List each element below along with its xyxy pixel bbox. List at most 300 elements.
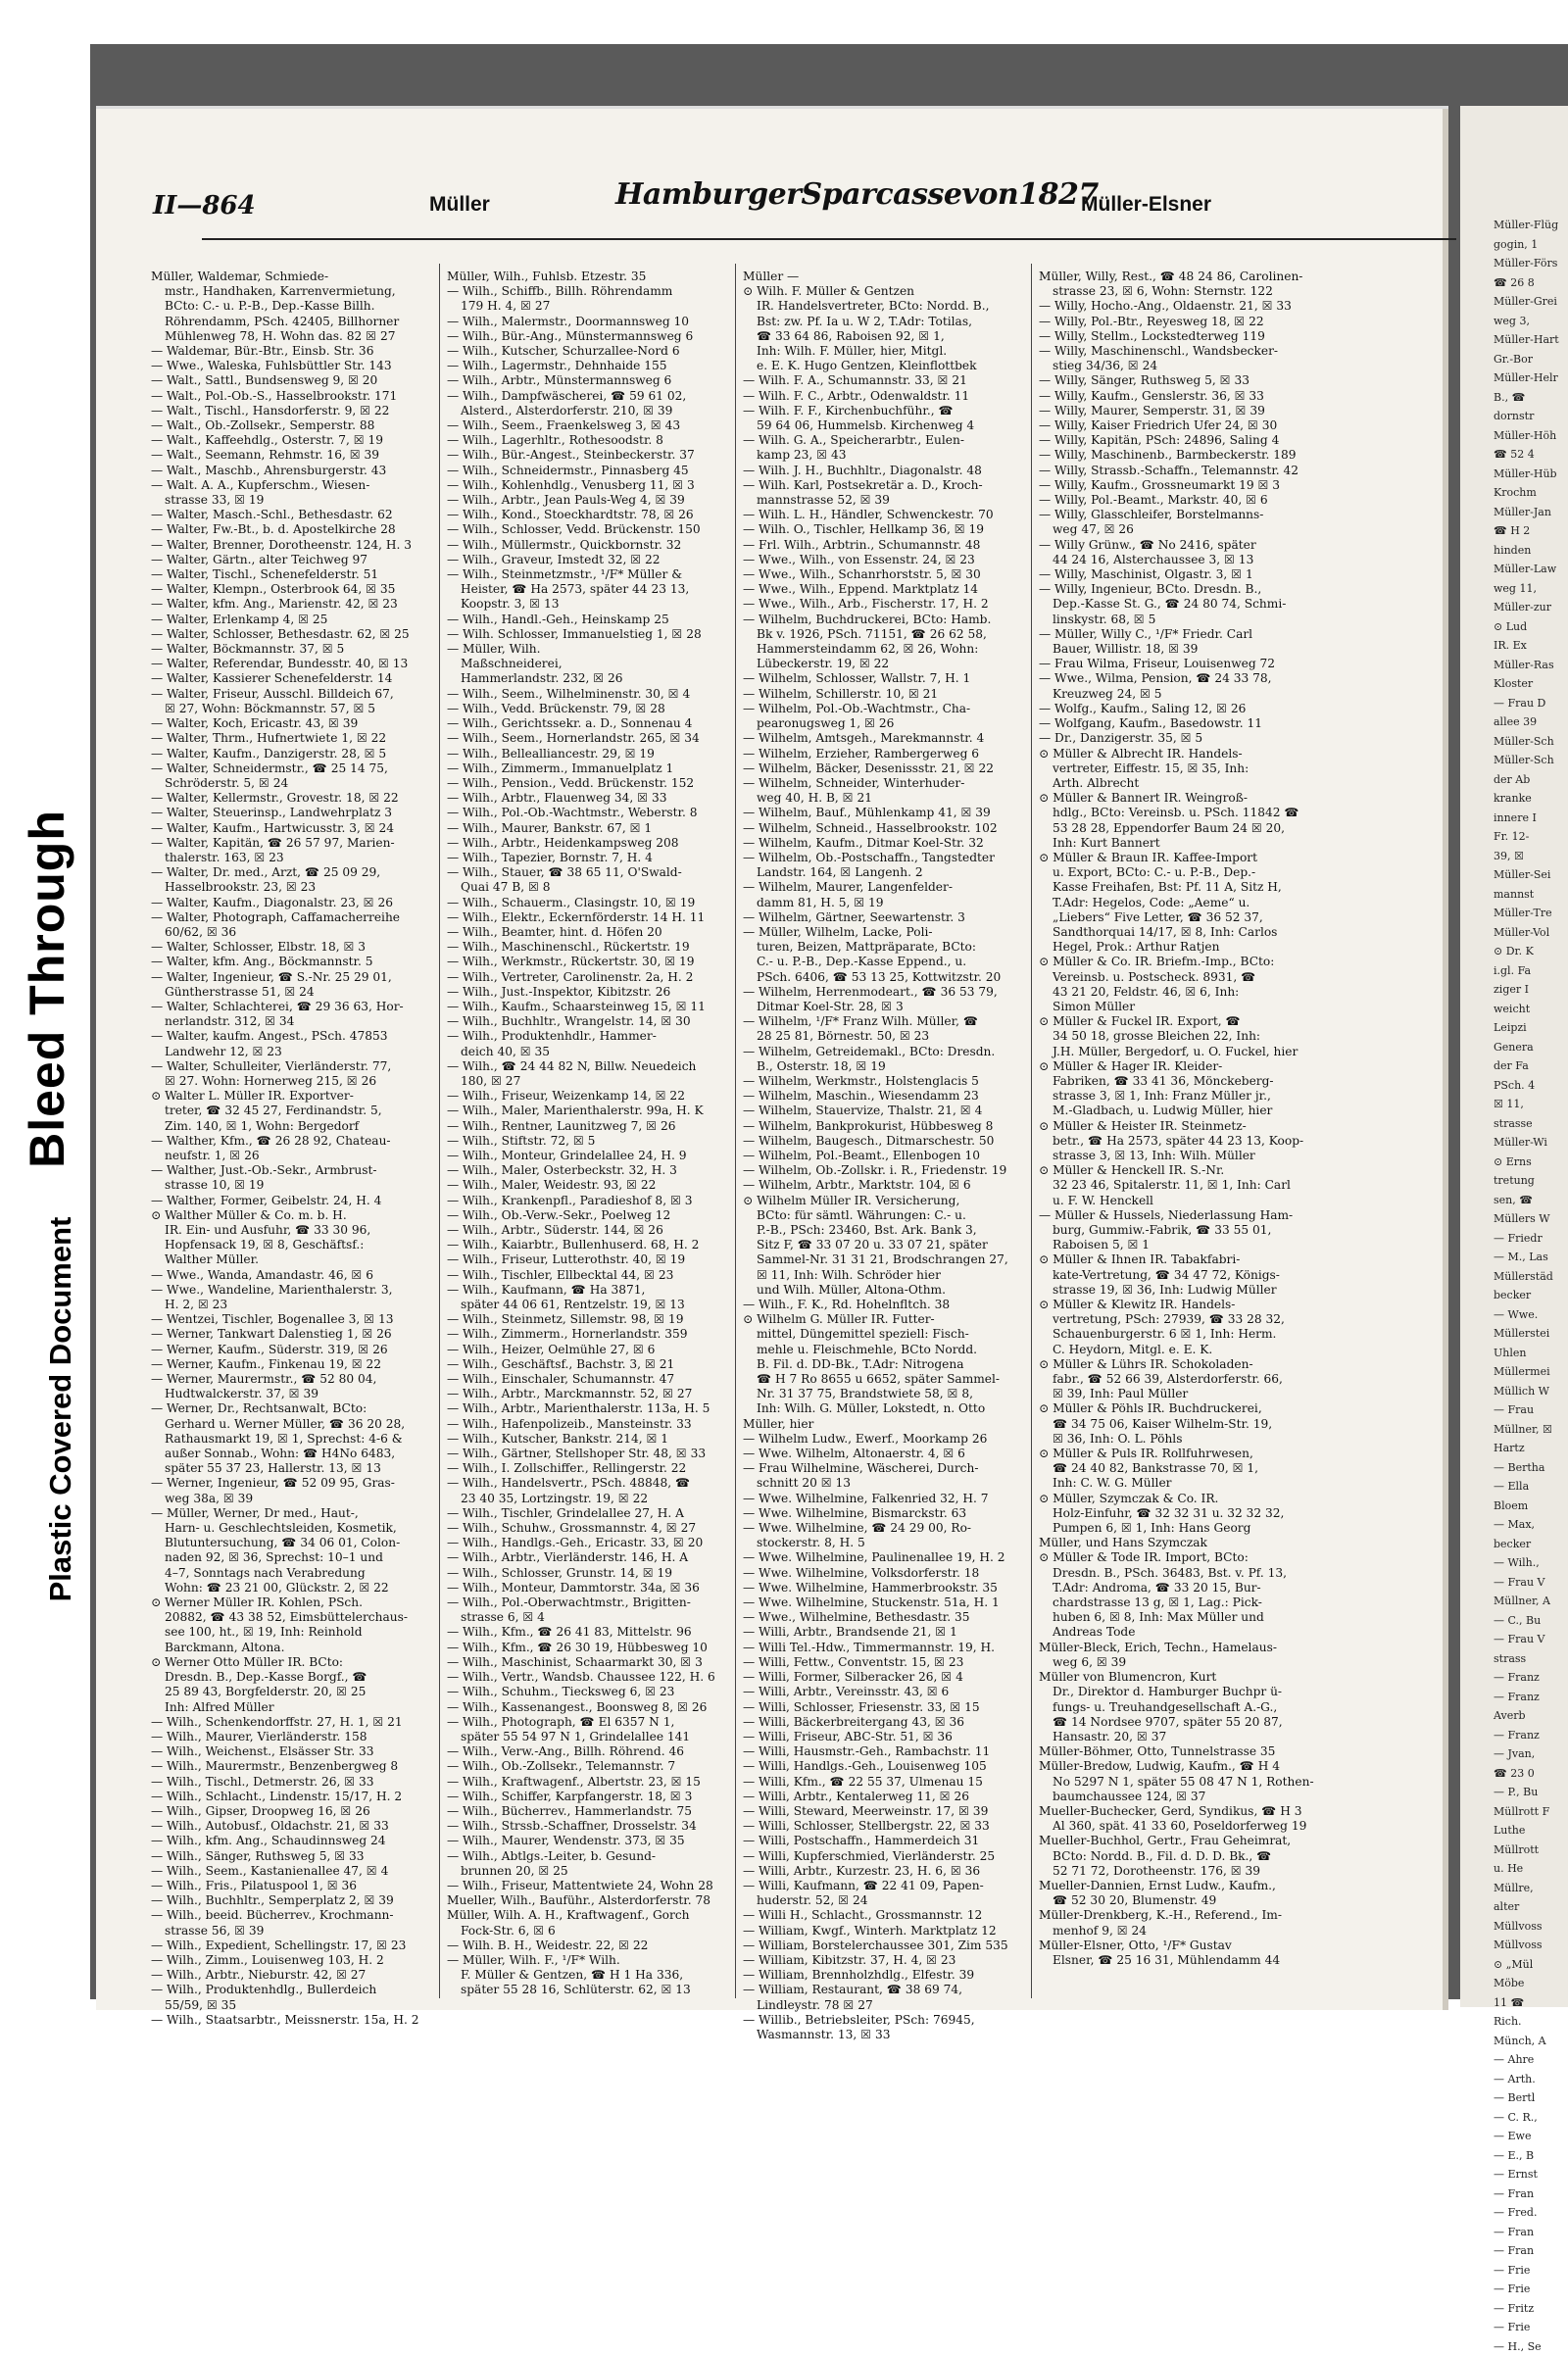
directory-entry: Müller von Blumencron, Kurt	[1039, 1670, 1317, 1685]
directory-entry: Müller-Böhmer, Otto, Tunnelstrasse 35	[1039, 1744, 1317, 1759]
directory-entry: — Wilh., Vertr., Wandsb. Chaussee 122, H. 6	[447, 1670, 725, 1685]
directory-entry: strasse 33, ☒ 19	[151, 493, 429, 508]
directory-entry: Dresdn. B., Dep.-Kasse Borgf., ☎	[151, 1670, 429, 1685]
directory-entry: — Walter, Kassierer Schenefelderstr. 14	[151, 671, 429, 686]
directory-entry: — Wwe., Wilma, Pension, ☎ 24 33 78,	[1039, 671, 1317, 686]
directory-entry: — Werner, Maurermstr., ☎ 52 80 04,	[151, 1372, 429, 1387]
directory-entry: kamp 23, ☒ 43	[743, 448, 1021, 463]
next-page-fragment: Möbe	[1460, 1974, 1568, 1993]
directory-page	[96, 106, 1448, 2010]
directory-entry: — Wilh., Strssb.-Schaffner, Drosselstr. 34	[447, 1819, 725, 1834]
next-page-fragment: — E., B	[1460, 2146, 1568, 2166]
directory-entry: — Wilhelm, Schneid., Hasselbrookstr. 102	[743, 821, 1021, 836]
directory-entry: Fock-Str. 6, ☒ 6	[447, 1924, 725, 1939]
next-page-fragment: IR. Ex	[1460, 636, 1568, 656]
next-page-fragment: — Ahre	[1460, 2050, 1568, 2070]
column-divider	[735, 264, 736, 1998]
directory-entry: thalerstr. 163, ☒ 23	[151, 851, 429, 865]
directory-entry: huderstr. 52, ☒ 24	[743, 1893, 1021, 1908]
directory-entry: — Wilh., Kohlenhdlg., Venusberg 11, ☒ 3	[447, 478, 725, 493]
directory-entry: — Wilh., Schuhw., Grossmannstr. 4, ☒ 27	[447, 1521, 725, 1536]
directory-entry: — Wilh., Stauer, ☎ 38 65 11, O'Swald-	[447, 865, 725, 880]
directory-entry: — Wilh., Vertreter, Carolinenstr. 2a, H. 2	[447, 970, 725, 985]
directory-entry: Dr., Direktor d. Hamburger Buchpr ü-	[1039, 1685, 1317, 1699]
directory-entry: Müller, hier	[743, 1417, 1021, 1432]
directory-entry: — Wilh., Pol.-Oberwachtmstr., Brigitten-	[447, 1595, 725, 1610]
directory-entry: 4–7, Sonntags nach Verabredung	[151, 1566, 429, 1581]
sparcasse-logo	[615, 177, 1099, 212]
directory-entry: — Wilh., Geschäftsf., Bachstr. 3, ☒ 21	[447, 1357, 725, 1372]
directory-entry: 43 21 20, Feldstr. 46, ☒ 6, Inh:	[1039, 985, 1317, 1000]
directory-entry: ☎ H 7 Ro 8655 u 6652, später Sammel-	[743, 1372, 1021, 1387]
next-page-fragment: — Franz	[1460, 1668, 1568, 1688]
directory-entry: linskystr. 68, ☒ 5	[1039, 613, 1317, 627]
directory-entry: — Walt., Tischl., Hansdorferstr. 9, ☒ 22	[151, 404, 429, 418]
directory-entry: — Wilh., Maurer, Wendenstr. 373, ☒ 35	[447, 1834, 725, 1848]
directory-entry: — Willy, Maschinenschl., Wandsbecker-	[1039, 344, 1317, 359]
directory-entry: — Willi, Fettw., Conventstr. 15, ☒ 23	[743, 1655, 1021, 1670]
directory-entry: — Wilh., Handl.-Geh., Heinskamp 25	[447, 613, 725, 627]
directory-entry: H. 2, ☒ 23	[151, 1298, 429, 1312]
next-page-fragment: dornstr	[1460, 407, 1568, 426]
directory-entry: — Wwe., Wilh., Eppend. Marktplatz 14	[743, 582, 1021, 597]
directory-entry: schnitt 20 ☒ 13	[743, 1476, 1021, 1491]
directory-entry: — Werner, Tankwart Dalenstieg 1, ☒ 26	[151, 1327, 429, 1342]
directory-entry: — Wilh., Ob.-Verw.-Sekr., Poelweg 12	[447, 1208, 725, 1223]
directory-entry: — Wolfgang, Kaufm., Basedowstr. 11	[1039, 716, 1317, 731]
directory-entry: Müller, Waldemar, Schmiede-	[151, 270, 429, 284]
directory-entry: — Willy, Pol.-Btr., Reyesweg 18, ☒ 22	[1039, 315, 1317, 329]
directory-entry: — Wilh., Schlacht., Lindenstr. 15/17, H. 2	[151, 1790, 429, 1804]
directory-entry: — Wwe., Wilh., Arb., Fischerstr. 17, H. 2	[743, 597, 1021, 612]
directory-entry: Inh: Kurt Bannert	[1039, 836, 1317, 851]
directory-entry: Müller, und Hans Szymczak	[1039, 1536, 1317, 1550]
directory-entry: — Willi, Hausmstr.-Geh., Rambachstr. 11	[743, 1744, 1021, 1759]
directory-entry: deich 40, ☒ 35	[447, 1045, 725, 1059]
directory-entry: — Willi Tel.-Hdw., Timmermannstr. 19, H.	[743, 1641, 1021, 1655]
next-page-fragment: Müller-Flüg	[1460, 216, 1568, 235]
directory-entry: Barckmann, Altona.	[151, 1641, 429, 1655]
directory-entry: Müller-Bleck, Erich, Techn., Hamelaus-	[1039, 1641, 1317, 1655]
next-page-fragment: Müller-Tre	[1460, 904, 1568, 923]
next-page-fragment: — Franz	[1460, 1688, 1568, 1707]
next-page-fragment: Müllner, A	[1460, 1592, 1568, 1611]
directory-entry: — Walter, Ingenieur, ☎ S.-Nr. 25 29 01,	[151, 970, 429, 985]
directory-entry: 179 H. 4, ☒ 27	[447, 299, 725, 314]
next-page-fragment: — Fran	[1460, 2223, 1568, 2242]
directory-entry: T.Adr: Androma, ☎ 33 20 15, Bur-	[1039, 1581, 1317, 1595]
directory-entry: — Wilh., Tapezier, Bornstr. 7, H. 4	[447, 851, 725, 865]
next-page-fragment: Müller-Grei	[1460, 292, 1568, 312]
column-divider	[1031, 264, 1032, 1998]
directory-entry: — Wilhelm, Bäcker, Desenissstr. 21, ☒ 22	[743, 761, 1021, 776]
directory-entry: ⊙ Müller & Puls IR. Rollfuhrwesen,	[1039, 1447, 1317, 1461]
next-page-fragment: Müllich W	[1460, 1382, 1568, 1401]
directory-entry: — Wilh., Arbtr., Marckmannstr. 52, ☒ 27	[447, 1387, 725, 1401]
directory-entry: — Walter, Erlenkamp 4, ☒ 25	[151, 613, 429, 627]
directory-entry: — Wilh., Kfm., ☎ 26 30 19, Hübbesweg 10	[447, 1641, 725, 1655]
directory-entry: Müller-Drenkberg, K.-H., Referend., Im-	[1039, 1908, 1317, 1923]
directory-entry: — Walter, Dr. med., Arzt, ☎ 25 09 29,	[151, 865, 429, 880]
directory-entry: nerlandstr. 312, ☒ 34	[151, 1014, 429, 1029]
directory-entry: weg 6, ☒ 39	[1039, 1655, 1317, 1670]
directory-entry: — Wilh., Zimm., Louisenweg 103, H. 2	[151, 1953, 429, 1968]
directory-entry: — Willy, Strassb.-Schaffn., Telemannstr. 42	[1039, 464, 1317, 478]
next-page-fragment: — Wwe.	[1460, 1305, 1568, 1325]
directory-entry: — Wilh., Schiffer, Karpfangerstr. 18, ☒ 3	[447, 1790, 725, 1804]
next-page-fragment: Müller-Jan	[1460, 503, 1568, 522]
directory-entry: — Wilh., Maurer, Vierländerstr. 158	[151, 1730, 429, 1744]
next-page-fragment: hinden	[1460, 541, 1568, 561]
running-head-right: Müller-Elsner	[1081, 193, 1211, 217]
directory-entry: — William, Kibitzstr. 37, H. 4, ☒ 23	[743, 1953, 1021, 1968]
directory-entry: Bst: zw. Pf. Ia u. W 2, T.Adr: Totilas,	[743, 315, 1021, 329]
next-page-fragment: — Frau V	[1460, 1573, 1568, 1593]
directory-entry: — Wilhelm Ludw., Ewerf., Moorkamp 26	[743, 1432, 1021, 1447]
directory-entry: — Walter, Referendar, Bundesstr. 40, ☒ 13	[151, 657, 429, 671]
directory-entry: — Wilh., Ob.-Zollsekr., Telemannstr. 7	[447, 1759, 725, 1774]
directory-entry: Inh: Alfred Müller	[151, 1700, 429, 1715]
directory-entry: Nr. 31 37 75, Brandstwiete 58, ☒ 8,	[743, 1387, 1021, 1401]
directory-entry: — Wilh., Arbtr., Nieburstr. 42, ☒ 27	[151, 1968, 429, 1983]
directory-entry: ⊙ Wilhelm G. Müller IR. Futter-	[743, 1312, 1021, 1327]
directory-entry: ⊙ Müller & Co. IR. Briefm.-Imp., BCto:	[1039, 955, 1317, 969]
directory-entry: menhof 9, ☒ 24	[1039, 1924, 1317, 1939]
directory-entry: — William, Borstelerchaussee 301, Zim 535	[743, 1939, 1021, 1953]
directory-entry: ⊙ Müller & Ihnen IR. Tabakfabri-	[1039, 1252, 1317, 1267]
directory-entry: 20882, ☎ 43 38 52, Eimsbüttelerchaus-	[151, 1610, 429, 1625]
next-page-fragment: — Fran	[1460, 2241, 1568, 2261]
next-page-fragment: 39, ☒	[1460, 847, 1568, 866]
directory-entry: — Wilh., Kond., Stoeckhardtstr. 78, ☒ 26	[447, 508, 725, 522]
directory-entry: betr., ☎ Ha 2573, später 44 23 13, Koop-	[1039, 1134, 1317, 1149]
next-page-fragment: — Fran	[1460, 2184, 1568, 2204]
directory-entry: — Wilh. F. A., Schumannstr. 33, ☒ 21	[743, 373, 1021, 388]
directory-entry: — Wilh., Kutscher, Schurzallee-Nord 6	[447, 344, 725, 359]
directory-entry: — Wilhelm, Werkmstr., Holstenglacis 5	[743, 1074, 1021, 1089]
directory-entry: ⊙ Walter L. Müller IR. Exportver-	[151, 1089, 429, 1104]
directory-entry: — Wilh., Produktenhdlr., Hammer-	[447, 1029, 725, 1044]
directory-entry: Güntherstrasse 51, ☒ 24	[151, 985, 429, 1000]
directory-entry: — Wilh. Karl, Postsekretär a. D., Kroch-	[743, 478, 1021, 493]
directory-entry: chardstrasse 13 g, ☒ 1, Lag.: Pick-	[1039, 1595, 1317, 1610]
next-page-fragment: Kloster	[1460, 674, 1568, 694]
directory-entry: — Willi H., Schlacht., Grossmannstr. 12	[743, 1908, 1021, 1923]
directory-entry: — Wilh., Gipser, Droopweg 16, ☒ 26	[151, 1804, 429, 1819]
directory-entry: — Wilh., Just.-Inspektor, Kibitzstr. 26	[447, 985, 725, 1000]
directory-entry: brunnen 20, ☒ 25	[447, 1864, 725, 1879]
directory-entry: — Wilhelm, Ob.-Zollskr. i. R., Friedenstr. 19	[743, 1163, 1021, 1178]
directory-entry: — Walter, Friseur, Ausschl. Billdeich 67,	[151, 687, 429, 702]
directory-entry: — Wilh., Weichenst., Elsässer Str. 33	[151, 1744, 429, 1759]
directory-entry: — Wilh., Tischler, Grindelallee 27, H. A	[447, 1506, 725, 1521]
directory-entry: — Walt., Sattl., Bundsensweg 9, ☒ 20	[151, 373, 429, 388]
directory-entry: — Wilhelm, Maurer, Langenfelder-	[743, 880, 1021, 895]
directory-entry: — Wentzei, Tischler, Bogenallee 3, ☒ 13	[151, 1312, 429, 1327]
directory-entry: — Wilh., Heizer, Oelmühle 27, ☒ 6	[447, 1343, 725, 1357]
directory-entry: Mueller-Dannien, Ernst Ludw., Kaufm.,	[1039, 1879, 1317, 1893]
directory-entry: — Wilh., Seem., Kastanienallee 47, ☒ 4	[151, 1864, 429, 1879]
directory-entry: ⊙ Wilh. F. Müller & Gentzen	[743, 284, 1021, 299]
directory-entry: — Wilh., Seem., Fraenkelsweg 3, ☒ 43	[447, 418, 725, 433]
directory-entry: Müller, Willy, Rest., ☎ 48 24 86, Carolinen-	[1039, 270, 1317, 284]
column-1	[151, 270, 429, 2028]
directory-entry: — Wwe. Wilhelmine, Bismarckstr. 63	[743, 1506, 1021, 1521]
next-page-fragment: ⊙ „Mül	[1460, 1955, 1568, 1975]
directory-entry: — Wilh., Handlgs.-Geh., Ericastr. 33, ☒ 20	[447, 1536, 725, 1550]
next-page-fragment: — Frie	[1460, 2318, 1568, 2337]
directory-entry: stockerstr. 8, H. 5	[743, 1536, 1021, 1550]
next-page-fragment: strass	[1460, 1649, 1568, 1669]
directory-entry: — Wilh., Expedient, Schellingstr. 17, ☒ 23	[151, 1939, 429, 1953]
directory-entry: — Wilh., Friseur, Mattentwiete 24, Wohn 28	[447, 1879, 725, 1893]
directory-entry: Sammel-Nr. 31 31 21, Brodschrangen 27,	[743, 1252, 1021, 1267]
next-page-fragment: Luthe	[1460, 1821, 1568, 1841]
directory-entry: — Wilh., Friseur, Lutterothstr. 40, ☒ 19	[447, 1252, 725, 1267]
directory-entry: — Wilh., Lagerhltr., Rothesoodstr. 8	[447, 433, 725, 448]
directory-entry: — Wwe. Wilhelm, Altonaerstr. 4, ☒ 6	[743, 1447, 1021, 1461]
page-number: II—864	[153, 191, 256, 221]
directory-entry: — Wilh. L. H., Händler, Schwenckestr. 70	[743, 508, 1021, 522]
directory-entry: fabr., ☎ 52 66 39, Alsterdorferstr. 66,	[1039, 1372, 1317, 1387]
directory-entry: — Wwe., Wilhelmine, Bethesdastr. 35	[743, 1610, 1021, 1625]
directory-entry: — Wilh., Maschinenschl., Rückertstr. 19	[447, 940, 725, 955]
directory-entry: Hansastr. 20, ☒ 37	[1039, 1730, 1317, 1744]
next-page-fragment: — P., Bu	[1460, 1783, 1568, 1802]
directory-entry: — Wilhelm, Baugesch., Ditmarschestr. 50	[743, 1134, 1021, 1149]
directory-entry: — Walter, Böckmannstr. 37, ☒ 5	[151, 642, 429, 657]
directory-entry: mannstrasse 52, ☒ 39	[743, 493, 1021, 508]
directory-entry: — Wilh., Zimmerm., Immanuelplatz 1	[447, 761, 725, 776]
next-page-fragment: ziger I	[1460, 980, 1568, 1000]
next-page-fragment: Müllner, ☒	[1460, 1420, 1568, 1440]
directory-entry: Wohn: ☎ 23 21 00, Glückstr. 2, ☒ 22	[151, 1581, 429, 1595]
next-page-fragment: — Bertha	[1460, 1458, 1568, 1478]
directory-entry: Dep.-Kasse St. G., ☎ 24 80 74, Schmi-	[1039, 597, 1317, 612]
directory-entry: — Wilh., Müllermstr., Quickbornstr. 32	[447, 538, 725, 553]
directory-entry: Inh: C. W. G. Müller	[1039, 1476, 1317, 1491]
directory-entry: — Wilhelm, Kaufm., Ditmar Koel-Str. 32	[743, 836, 1021, 851]
directory-entry: — Willi, Steward, Meerweinstr. 17, ☒ 39	[743, 1804, 1021, 1819]
directory-entry: — Wilh., Gärtner, Stellshoper Str. 48, ☒ 33	[447, 1447, 725, 1461]
directory-entry: — Willi, Handlgs.-Geh., Louisenweg 105	[743, 1759, 1021, 1774]
next-page-fragment: Müller-Wi	[1460, 1133, 1568, 1153]
next-page-fragment: — H., Se	[1460, 2337, 1568, 2356]
directory-entry: — Wilh., F. K., Rd. Hohelnfltch. 38	[743, 1298, 1021, 1312]
directory-entry: — Wilh., Kutscher, Bankstr. 214, ☒ 1	[447, 1432, 725, 1447]
directory-entry: turen, Beizen, Mattpräparate, BCto:	[743, 940, 1021, 955]
directory-entry: — Wilhelm, Herrenmodeart., ☎ 36 53 79,	[743, 985, 1021, 1000]
next-page-fragment: Müller-Helr	[1460, 368, 1568, 388]
directory-entry: strasse 19, ☒ 36, Inh: Ludwig Müller	[1039, 1283, 1317, 1298]
next-page-fragment: der Ab	[1460, 770, 1568, 790]
directory-entry: Dresdn. B., PSch. 36483, Bst. v. Pf. 13,	[1039, 1566, 1317, 1581]
directory-entry: Pumpen 6, ☒ 1, Inh: Hans Georg	[1039, 1521, 1317, 1536]
next-page-fragment: Fr. 12-	[1460, 827, 1568, 847]
directory-entry: ⊙ Müller & Heister IR. Steinmetz-	[1039, 1119, 1317, 1134]
directory-entry: vertretung, PSch: 27939, ☎ 33 28 32,	[1039, 1312, 1317, 1327]
directory-entry: — Walter, Kaufm., Diagonalstr. 23, ☒ 26	[151, 896, 429, 910]
directory-entry: — Walter, Schlosser, Elbstr. 18, ☒ 3	[151, 940, 429, 955]
directory-entry: — William, Brennholzhdlg., Elfestr. 39	[743, 1968, 1021, 1983]
next-page-fragment: — Wilh.,	[1460, 1553, 1568, 1573]
directory-entry: Schröderstr. 5, ☒ 24	[151, 776, 429, 791]
directory-entry: — Wilh., Werkmstr., Rückertstr. 30, ☒ 19	[447, 955, 725, 969]
directory-entry: — Wilh., Gerichtssekr. a. D., Sonnenau 4	[447, 716, 725, 731]
directory-entry: — Wilh., Arbtr., Süderstr. 144, ☒ 26	[447, 1223, 725, 1238]
directory-entry: Mühlenweg 78, H. Wohn das. 82 ☒ 27	[151, 329, 429, 344]
next-page-fragment: — Frau D	[1460, 694, 1568, 713]
next-page-fragment: der Fa	[1460, 1056, 1568, 1076]
directory-entry: ⊙ Müller & Bannert IR. Weingroß-	[1039, 791, 1317, 806]
directory-entry: — Willi, Arbtr., Vereinsstr. 43, ☒ 6	[743, 1685, 1021, 1699]
next-page-fragment: ⊙ Erns	[1460, 1153, 1568, 1172]
directory-entry: — Wilh., Hafenpolizeib., Mansteinstr. 33	[447, 1417, 725, 1432]
directory-entry: — Müller & Hussels, Niederlassung Ham-	[1039, 1208, 1317, 1223]
directory-entry: — Wilhelm, Pol.-Beamt., Ellenbogen 10	[743, 1149, 1021, 1163]
directory-entry: 32 23 46, Spitalerstr. 11, ☒ 1, Inh: Carl	[1039, 1178, 1317, 1193]
directory-entry: — Wilh., Pension., Vedd. Brückenstr. 152	[447, 776, 725, 791]
next-page-fragment: Müller-Sei	[1460, 865, 1568, 885]
directory-entry: Schauenburgerstr. 6 ☒ 1, Inh: Herm.	[1039, 1327, 1317, 1342]
directory-entry: — Wilh., Schuhm., Tiecksweg 6, ☒ 23	[447, 1685, 725, 1699]
directory-entry: ☒ 27, Wohn: Böckmannstr. 57, ☒ 5	[151, 702, 429, 716]
directory-entry: — Walter, Koch, Ericastr. 43, ☒ 39	[151, 716, 429, 731]
directory-entry: Landwehr 12, ☒ 23	[151, 1045, 429, 1059]
directory-entry: — Wwe. Wilhelmine, Paulinenallee 19, H. 2	[743, 1550, 1021, 1565]
directory-entry: — Wilhelm, Ob.-Postschaffn., Tangstedter	[743, 851, 1021, 865]
directory-entry: — Müller, Wilhelm, Lacke, Poli-	[743, 925, 1021, 940]
directory-entry: 44 24 16, Alsterchaussee 3, ☒ 13	[1039, 553, 1317, 567]
directory-entry: Bk v. 1926, PSch. 71151, ☎ 26 62 58,	[743, 627, 1021, 642]
next-page-fragment: — Jvan,	[1460, 1744, 1568, 1764]
directory-entry: ⊙ Müller & Hager IR. Kleider-	[1039, 1059, 1317, 1074]
directory-entry: später 55 28 16, Schlüterstr. 62, ☒ 13	[447, 1983, 725, 1997]
directory-entry: 52 71 72, Dorotheenstr. 176, ☒ 39	[1039, 1864, 1317, 1879]
directory-entry: BCto: Nordd. B., Fil. d. D. D. Bk., ☎	[1039, 1849, 1317, 1864]
directory-entry: Al 360, spät. 41 33 60, Poseldorferweg 19	[1039, 1819, 1317, 1834]
directory-entry: — Walter, Masch.-Schl., Bethesdastr. 62	[151, 508, 429, 522]
next-page-fragment: Müller-Hart	[1460, 330, 1568, 350]
directory-entry: Walther Müller.	[151, 1252, 429, 1267]
directory-entry: — Frau Wilhelmine, Wäscherei, Durch-	[743, 1461, 1021, 1476]
directory-entry: — Willi, Former, Silberacker 26, ☒ 4	[743, 1670, 1021, 1685]
directory-entry: Mueller, Wilh., Bauführ., Alsterdorferstr. 78	[447, 1893, 725, 1908]
directory-entry: — Wilh., Elektr., Eckernförderstr. 14 H. 11	[447, 910, 725, 925]
next-page-fragment: PSch. 4	[1460, 1076, 1568, 1096]
directory-entry: — Frl. Wilh., Arbtrin., Schumannstr. 48	[743, 538, 1021, 553]
header-rule	[202, 238, 1456, 240]
directory-entry: Simon Müller	[1039, 1000, 1317, 1014]
directory-entry: ⊙ Müller & Henckell IR. S.-Nr.	[1039, 1163, 1317, 1178]
directory-entry: Heister, ☎ Ha 2573, später 44 23 13,	[447, 582, 725, 597]
directory-entry: — Wilh., Buchhltr., Wrangelstr. 14, ☒ 30	[447, 1014, 725, 1029]
directory-entry: — Wilh., Arbtr., Heidenkampsweg 208	[447, 836, 725, 851]
next-page-fragment: Müller-Höh	[1460, 426, 1568, 446]
next-page-fragment: ☎ H 2	[1460, 521, 1568, 541]
directory-entry: — Walter, Thrm., Hufnertwiete 1, ☒ 22	[151, 731, 429, 746]
directory-entry: — Wilhelm, Schneider, Winterhuder-	[743, 776, 1021, 791]
directory-entry: Landstr. 164, ☒ Langenh. 2	[743, 865, 1021, 880]
next-page-fragment: Münch, A	[1460, 2032, 1568, 2051]
directory-entry: BCto: für sämtl. Währungen: C.- u.	[743, 1208, 1021, 1223]
next-page-fragment: Gr.-Bor	[1460, 350, 1568, 369]
directory-entry: — Willy Grünw., ☎ No 2416, später	[1039, 538, 1317, 553]
directory-entry: 53 28 28, Eppendorfer Baum 24 ☒ 20,	[1039, 821, 1317, 836]
next-page-fragment: weg 3,	[1460, 312, 1568, 331]
next-page-fragment: — Max,	[1460, 1515, 1568, 1535]
directory-entry: — Wilh., Steinmetz, Sillemstr. 98, ☒ 19	[447, 1312, 725, 1327]
next-page-fragment: — C., Bu	[1460, 1611, 1568, 1631]
directory-entry: — Wilh., Graveur, Imstedt 32, ☒ 22	[447, 553, 725, 567]
directory-entry: hdlg., BCto: Vereinsb. u. PSch. 11842 ☎	[1039, 806, 1317, 820]
directory-entry: u. F. W. Henckell	[1039, 1194, 1317, 1208]
next-page-fragment: — Friedr	[1460, 1229, 1568, 1249]
directory-entry: — Wilh., Produktenhdlg., Bullerdeich	[151, 1983, 429, 1997]
directory-entry: — Wilh., Maler, Osterbeckstr. 32, H. 3	[447, 1163, 725, 1178]
directory-entry: 180, ☒ 27	[447, 1074, 725, 1089]
next-page-fragment: mannst	[1460, 885, 1568, 905]
directory-entry: Lübeckerstr. 19, ☒ 22	[743, 657, 1021, 671]
directory-entry: — Walter, Brenner, Dorotheenstr. 124, H. 3	[151, 538, 429, 553]
next-page-fragment: — Frie	[1460, 2280, 1568, 2299]
directory-entry: — Wilh., Vedd. Brückenstr. 79, ☒ 28	[447, 702, 725, 716]
directory-entry: — Willib., Betriebsleiter, PSch: 76945,	[743, 2013, 1021, 2028]
directory-entry: — Wilh., Kaufm., Schaarsteinweg 15, ☒ 11	[447, 1000, 725, 1014]
directory-entry: — Werner, Dr., Rechtsanwalt, BCto:	[151, 1401, 429, 1416]
directory-entry: ☒ 11, Inh: Wilh. Schröder hier	[743, 1268, 1021, 1283]
directory-entry: — Wilh., Staatsarbtr., Meissnerstr. 15a, H. 2	[151, 2013, 429, 2028]
next-page-fragment: innere I	[1460, 809, 1568, 828]
directory-entry: — Wilh., beeid. Bücherrev., Krochmann-	[151, 1908, 429, 1923]
next-page-fragments	[1460, 106, 1568, 2356]
directory-entry: — Wilh., Stiftstr. 72, ☒ 5	[447, 1134, 725, 1149]
directory-entry: — Wilhelm, Pol.-Ob.-Wachtmstr., Cha-	[743, 702, 1021, 716]
directory-entry: — Wilh., Sänger, Ruthsweg 5, ☒ 33	[151, 1849, 429, 1864]
next-page-fragment: alter	[1460, 1897, 1568, 1917]
next-page-fragment: ☎ 52 4	[1460, 445, 1568, 465]
directory-entry: — Willy, Kapitän, PSch: 24896, Saling 4	[1039, 433, 1317, 448]
page-fold	[1443, 109, 1448, 2010]
directory-entry: — Wilh., ☎ 24 44 82 N, Billw. Neuedeich	[447, 1059, 725, 1074]
next-page-fragment: weicht	[1460, 1000, 1568, 1019]
next-page-fragment: Müller-Vol	[1460, 923, 1568, 943]
directory-entry: — Wilh. G. A., Speicherarbtr., Eulen-	[743, 433, 1021, 448]
directory-entry: — Walter, kaufm. Angest., PSch. 47853	[151, 1029, 429, 1044]
directory-entry: Harn- u. Geschlechtsleiden, Kosmetik,	[151, 1521, 429, 1536]
directory-entry: — Werner, Kaufm., Süderstr. 319, ☒ 26	[151, 1343, 429, 1357]
next-page-fragment: Genera	[1460, 1038, 1568, 1057]
directory-entry: Müller, Wilh., Fuhlsb. Etzestr. 35	[447, 270, 725, 284]
directory-entry: — Willi, Kaufmann, ☎ 22 41 09, Papen-	[743, 1879, 1021, 1893]
directory-entry: — Wilh., Schlosser, Vedd. Brückenstr. 150	[447, 522, 725, 537]
directory-entry: Mueller-Buchecker, Gerd, Syndikus, ☎ H 3	[1039, 1804, 1317, 1819]
directory-entry: strasse 6, ☒ 4	[447, 1610, 725, 1625]
directory-entry: Hammerlandstr. 232, ☒ 26	[447, 671, 725, 686]
directory-entry: burg, Gummiw.-Fabrik, ☎ 33 55 01,	[1039, 1223, 1317, 1238]
directory-entry: Elsner, ☎ 25 16 31, Mühlendamm 44	[1039, 1953, 1317, 1968]
directory-entry: Hammersteindamm 62, ☒ 26, Wohn:	[743, 642, 1021, 657]
directory-entry: — Walter, Fw.-Bt., b. d. Apostelkirche 28	[151, 522, 429, 537]
directory-entry: — Wilh. O., Tischler, Hellkamp 36, ☒ 19	[743, 522, 1021, 537]
directory-entry: — Wilh., Zimmerm., Hornerlandstr. 359	[447, 1327, 725, 1342]
directory-entry: e. E. K. Hugo Gentzen, Kleinflottbek	[743, 359, 1021, 373]
directory-entry: — Wilh. J. H., Buchhltr., Diagonalstr. 48	[743, 464, 1021, 478]
directory-entry: Röhrendamm, PSch. 42405, Billhorner	[151, 315, 429, 329]
directory-entry: — Walter, Klempn., Osterbrook 64, ☒ 35	[151, 582, 429, 597]
next-page-fragment: — Bertl	[1460, 2088, 1568, 2108]
directory-entry: — Wilhelm, Stauervize, Thalstr. 21, ☒ 4	[743, 1104, 1021, 1118]
